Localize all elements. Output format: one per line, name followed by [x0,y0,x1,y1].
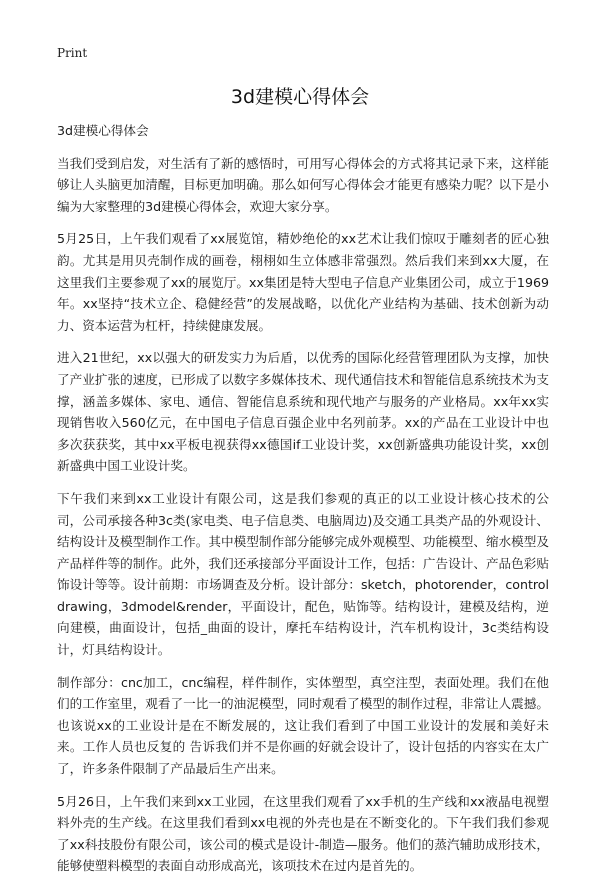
paragraph-may26: 5月26日，上午我们来到xx工业园，在这里我们观看了xx手机的生产线和xx液晶电视塑料外壳的生产线。在这里我们看到xx电视的外壳也是在不断变化的。下午我们我们参观了xx科技股份有限公司，该公司的模式是设计-制造—服务。他们的蒸汽辅助成形技术，能够使塑料模型的表面自动形成高光，该项技术在过内是首先的。 [57,793,549,874]
print-link[interactable]: Print [57,46,88,60]
paragraph-company-history: 进入21世纪，xx以强大的研发实力为后盾，以优秀的国际化经营管理团队为支撑，加快了产业扩张的速度，已形成了以数字多媒体技术、现代通信技术和智能信息系统技术为支撑，涵盖多媒体、家电、通信、智能信息系统和现代地产与服务的产业格局。xx年xx实现销售收入560亿元，在中国电子信息百强企业中名列前茅。xx的产品在工业设计中也多次获获奖，其中xx平板电视获得xx德国if工业设计奖，xx创新盛典功能设计奖，xx创新盛典中国工业设计奖。 [57,350,549,474]
page-title: 3d建模心得体会 [230,86,370,108]
paragraph-design-company: 下午我们来到xx工业设计有限公司，这是我们参观的真正的以工业设计核心技术的公司，公司承接各种3c类(家电类、电子信息类、电脑周边)及交通工具类产品的外观设计、结构设计及模型制作工作。其中模型制作部分能够完成外观模型、功能模型、缩水模型及产品样件等的制作。此外，我们还承接部分平面设计工作，包括：广告设计、产品色彩贴饰设计等等。设计前期：市场调查及分析。设计部分：sketch，photorender，controldrawing，3dmodel&render，平面设计，配色，贴饰等。结构设计，建模及结构，逆向建模，曲面设计，包括_曲面的设计，摩托车结构设计，汽车机构设计，3c类结构设计，灯具结构设计。 [57,490,549,658]
article-subtitle: 3d建模心得体会 [57,123,149,138]
paragraph-intro: 当我们受到启发，对生活有了新的感悟时，可用写心得体会的方式将其记录下来，这样能够让人头脑更加清醒，目标更加明确。那么如何写心得体会才能更有感染力呢？以下是小编为大家整理的3d建模心得体会，欢迎大家分享。 [57,155,549,214]
paragraph-production: 制作部分：cnc加工，cnc编程，样件制作，实体塑型，真空注型，表面处理。我们在他们的工作室里，观看了一比一的油泥模型，同时观看了模型的制作过程，非常让人震撼。也该说xx的工业设计是在不断发展的，这让我们看到了中国工业设计的发展和美好未来。工作人员也反复的 告诉我们并不是你画的好就会设计了，设计包括的内容实在太广了，许多条件限制了产品最后生产出来。 [57,674,549,777]
paragraph-may25-morning: 5月25日，上午我们观看了xx展览馆，精妙绝伦的xx艺术让我们惊叹于雕刻者的匠心独韵。尤其是用贝壳制作成的画卷，栩栩如生立体感非常强烈。然后我们来到xx大厦，在这里我们主要参观了xx的展览厅。xx集团是特大型电子信息产业集团公司，成立于1969年。xx坚持“技术立企、稳健经营”的发展战略，以优化产业结构为基础、技术创新为动力、资本运营为杠杆，持续健康发展。 [57,231,549,333]
article-body [57,120,549,888]
